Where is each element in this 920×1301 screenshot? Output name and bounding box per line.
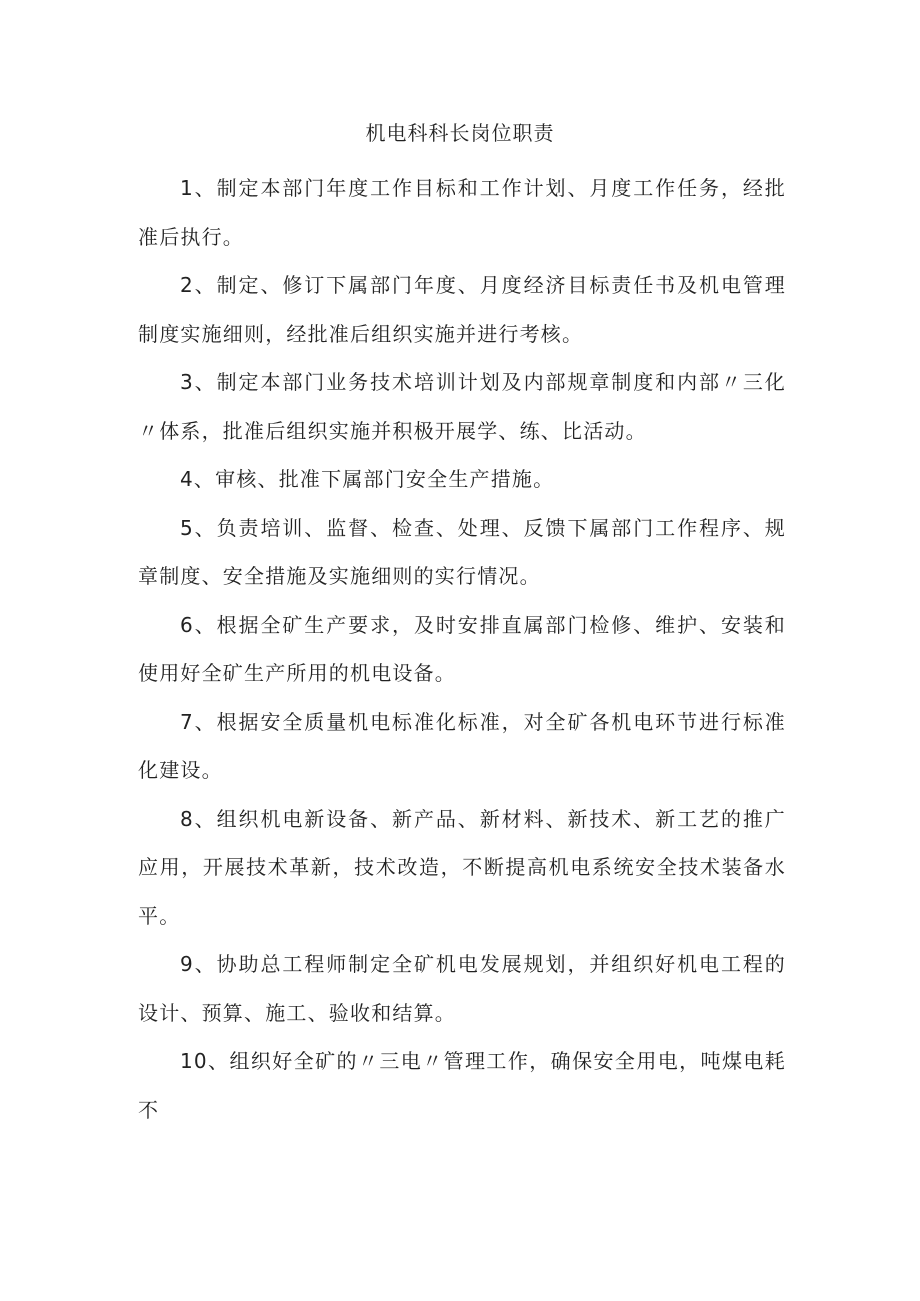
- clause-7: 7、根据安全质量机电标准化标准，对全矿各机电环节进行标准化建设。: [138, 709, 786, 782]
- clause-list: [138, 164, 786, 1134]
- clause-10: 10、组织好全矿的〃三电〃管理工作，确保安全用电，吨煤电耗不: [138, 1049, 786, 1122]
- clause-1: 1、制定本部门年度工作目标和工作计划、月度工作任务，经批准后执行。: [138, 176, 786, 249]
- clause-3: 3、制定本部门业务技术培训计划及内部规章制度和内部〃三化〃体系，批准后组织实施并积极开展学、练、比活动。: [138, 370, 786, 443]
- clause-4: 4、审核、批准下属部门安全生产措施。: [180, 467, 555, 491]
- clause-6: 6、根据全矿生产要求，及时安排直属部门检修、维护、安装和使用好全矿生产所用的机电设备。: [138, 612, 786, 685]
- clause-2: 2、制定、修订下属部门年度、月度经济目标责任书及机电管理制度实施细则，经批准后组织实施并进行考核。: [138, 273, 786, 346]
- document-title: 机电科科长岗位职责: [365, 121, 555, 145]
- clause-9: 9、协助总工程师制定全矿机电发展规划，并组织好机电工程的设计、预算、施工、验收和结算。: [138, 952, 786, 1025]
- clause-5: 5、负责培训、监督、检查、处理、反馈下属部门工作程序、规章制度、安全措施及实施细则的实行情况。: [138, 515, 786, 588]
- clause-8: 8、组织机电新设备、新产品、新材料、新技术、新工艺的推广应用，开展技术革新，技术改造，不断提高机电系统安全技术装备水平。: [138, 806, 786, 928]
